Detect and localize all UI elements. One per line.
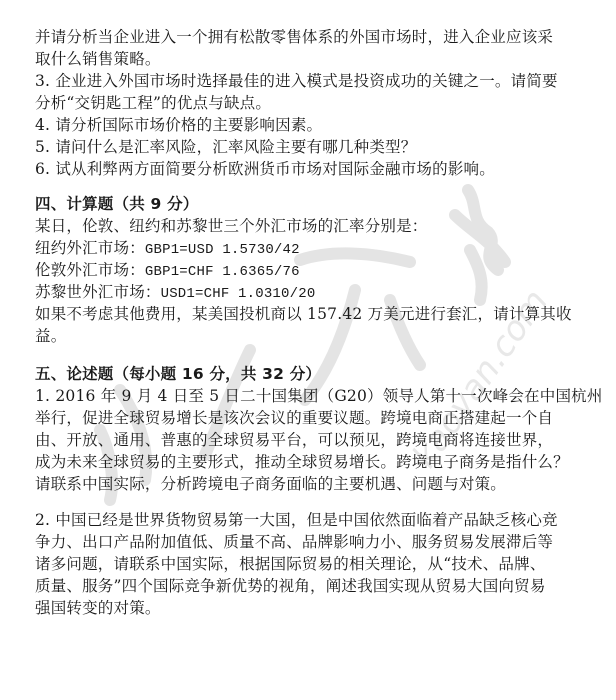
rate-quote: USD1=CHF 1.0310/20: [160, 286, 316, 302]
section-calculation: [35, 193, 595, 347]
essay-q2: 质量、服务”四个国际竞争新优势的视角，阐述我国实现从贸易大国向贸易: [35, 577, 546, 595]
question-text: 并请分析当企业进入一个拥有松散零售体系的外国市场时，进入企业应该采: [35, 28, 554, 46]
essay-q1: 举行，促进全球贸易增长是该次会议的重要议题。跨境电商正搭建起一个自: [35, 409, 554, 427]
essay-q2: 2. 中国已经是世界货物贸易第一大国，但是中国依然面临着产品缺乏核心竞: [35, 511, 558, 529]
essay-q1: 由、开放、通用、普惠的全球贸易平台，可以预见，跨境电商将连接世界，: [35, 431, 554, 449]
calc-question: 益。: [35, 327, 67, 345]
essay-q2: 争力、出口产品附加值低、质量不高、品牌影响力小、服务贸易发展滞后等: [35, 533, 554, 551]
watermark-text: kaoyan.com: [404, 282, 557, 476]
question-text: 取什么销售策略。: [35, 50, 161, 68]
section-essay: [35, 363, 603, 619]
rate-row: [35, 259, 595, 281]
essay-q1: 成为未来全球贸易的主要形式，推动全球贸易增长。跨境电子商务是指什么？: [35, 453, 569, 471]
essay-q1: 1. 2016 年 9 月 4 日至 5 日二十国集团（G20）领导人第十一次峰会在中国杭州: [35, 387, 603, 405]
calc-intro: 某日，伦敦、纽约和苏黎世三个外汇市场的汇率分别是：: [35, 217, 428, 235]
essay-q2: 强国转变的对策。: [35, 599, 161, 617]
rate-quote: GBP1=CHF 1.6365/76: [144, 264, 300, 280]
essay-q2: 诸多问题，请联系中国实际，根据国际贸易的相关理论，从“技术、品牌、: [35, 555, 546, 573]
calc-question: 如果不考虑其他费用，某美国投机商以 157.42 万美元进行套汇，请计算其收: [35, 305, 572, 323]
question-4: 4. 请分析国际市场价格的主要影响因素。: [35, 116, 323, 134]
rate-quote: GBP1=USD 1.5730/42: [144, 242, 300, 258]
market-name: 苏黎世外汇市场：: [35, 283, 161, 301]
short-answer-continued: [35, 26, 595, 180]
question-3: 3. 企业进入外国市场时选择最佳的进入模式是投资成功的关键之一。请简要: [35, 72, 558, 90]
question-6: 6. 试从利弊两方面简要分析欧洲货币市场对国际金融市场的影响。: [35, 160, 495, 178]
market-name: 伦敦外汇市场：: [35, 261, 145, 279]
question-5: 5. 请问什么是汇率风险，汇率风险主要有哪几种类型？: [35, 138, 417, 156]
exam-page: [35, 26, 603, 619]
rate-row: [35, 281, 595, 303]
question-text: 分析“交钥匙工程”的优点与缺点。: [35, 94, 272, 112]
market-name: 纽约外汇市场：: [35, 239, 145, 257]
rate-row: [35, 237, 595, 259]
section-heading: 五、论述题（每小题 16 分，共 32 分）: [35, 365, 322, 383]
essay-q1: 请联系中国实际，分析跨境电子商务面临的主要机遇、问题与对策。: [35, 475, 507, 493]
section-heading: 四、计算题（共 9 分）: [35, 195, 199, 213]
